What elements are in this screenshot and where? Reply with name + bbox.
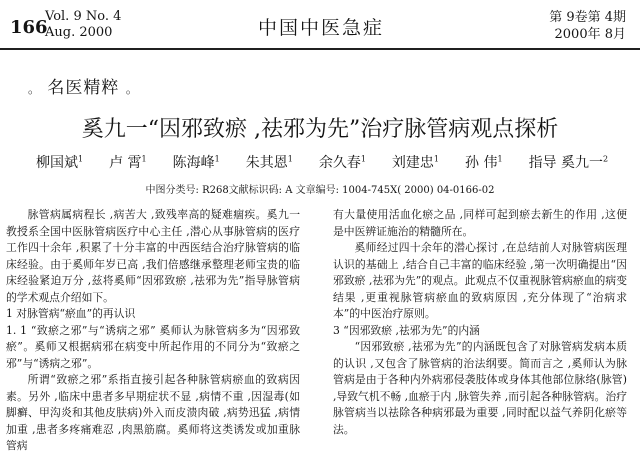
header-rule xyxy=(0,48,640,50)
date-en: Aug. 2000 xyxy=(45,25,113,40)
author: 指导 奚九一$^2$ xyxy=(528,154,609,171)
author: 陈海峰$^1$ xyxy=(172,154,220,171)
author: 孙 伟$^1$ xyxy=(465,154,503,171)
author: 朱其恩$^1$ xyxy=(245,154,293,171)
author-list xyxy=(36,152,608,172)
subsection-heading: 1. 1 “致瘀之邪”与“诱病之邪” xyxy=(6,323,156,337)
body-paragraph: 有大量使用活血化瘀之品 ,同样可起到瘀去新生的作用 ,这便是中医辨证施治的精髓所在。 xyxy=(333,208,627,238)
body-column-right xyxy=(333,207,627,438)
volume-info-en xyxy=(45,9,121,41)
volume-en: Vol. 9 No. 4 xyxy=(45,9,122,24)
classification-line: 中图分类号: R268文献标识码: A 文章编号: 1004-745X( 2000) 04-0166-02 xyxy=(145,185,495,196)
volume-info-cn xyxy=(549,9,626,43)
journal-title: 中国中医急症 xyxy=(258,17,385,39)
subsection-paragraph xyxy=(6,323,300,373)
author: 余久春$^1$ xyxy=(318,154,366,171)
subsection-text: 奚师认为脉管病多为“因邪致瘀”。奚师又根据病邪在病变中所起作用的不同分为“致瘀之邪”与“诱病之邪”。 xyxy=(6,323,300,370)
article-title: 奚九一“因邪致瘀 ,祛邪为先”治疗脉管病观点探析 xyxy=(81,117,559,142)
bullet-dot: 。 xyxy=(125,82,139,96)
column-name xyxy=(28,73,139,98)
body-paragraph: 奚师经过四十余年的潜心探讨 ,在总结前人对脉管病医理认识的基础上 ,结合自己丰富的临床经验 ,第一次明确提出“因邪致瘀 ,祛邪为先”的观点。此观点不仅重视脉管病瘀血的病变结果 ,更重视脉管病瘀血的致病原因 ,充分体现了“治病求本”的中医治疗原则。 xyxy=(333,241,627,320)
date-cn: 2000年 8月 xyxy=(554,27,626,42)
section-heading: 1 对脉管病“瘀血”的再认识 xyxy=(6,307,136,320)
body-paragraph: “因邪致瘀 ,祛邪为先”的内涵既包含了对脉管病发病本质的认识 ,又包含了脉管病的治法纲要。简而言之 ,奚师认为脉管病是由于各种内外病邪侵袭肢体或身体其他部位脉络(脉管) ,导致气机不畅 ,血瘀于内 ,脉管失养 ,而引起各种脉管病。治疗脉管病当以祛除各种病邪最为重要 ,同时配以益气养阴化瘀等法。 xyxy=(333,340,627,436)
page-number: 166 xyxy=(10,17,48,38)
running-header xyxy=(0,0,640,50)
author: 柳国斌$^1$ xyxy=(36,154,84,171)
section-heading: 3 “因邪致瘀 ,祛邪为先”的内涵 xyxy=(333,323,480,337)
body-column-left xyxy=(6,207,300,452)
bullet-dot: 。 xyxy=(28,82,42,96)
volume-cn: 第 9卷第 4期 xyxy=(549,10,626,25)
intro-paragraph: 脉管病属病程长 ,病苦大 ,致残率高的疑难痼疾。奚九一教授系全国中医脉管病医疗中心主任 ,潜心从事脉管病的医疗工作四十余年 ,积累了十分丰富的中西医结合治疗脉管病的临床经验。由于奚师年岁已高 ,我们倍感继承整理老师宝贵的临床经验紧迫万分 ,兹将奚师“因邪致瘀 ,祛邪为先”指导脉管病的学术观点介绍如下。 xyxy=(6,208,300,304)
author: 刘建忠$^1$ xyxy=(391,154,440,171)
body-paragraph: 所谓“致瘀之邪”系指直接引起各种脉管病瘀血的致病因素。另外 ,临床中患者多早期症状不显 ,病情不重 ,因湿毒(如脚癣、甲沟炎和其他皮肤病)外入而皮溃肉破 ,病势迅猛 ,病情加重 ,患者多疼痛难忍 ,肉黑筋腐。奚师将这类诱发或加重脉管病 xyxy=(6,373,300,452)
column-name-text: 名医精粹 xyxy=(47,78,120,98)
author: 卢 霄$^1$ xyxy=(109,154,147,171)
